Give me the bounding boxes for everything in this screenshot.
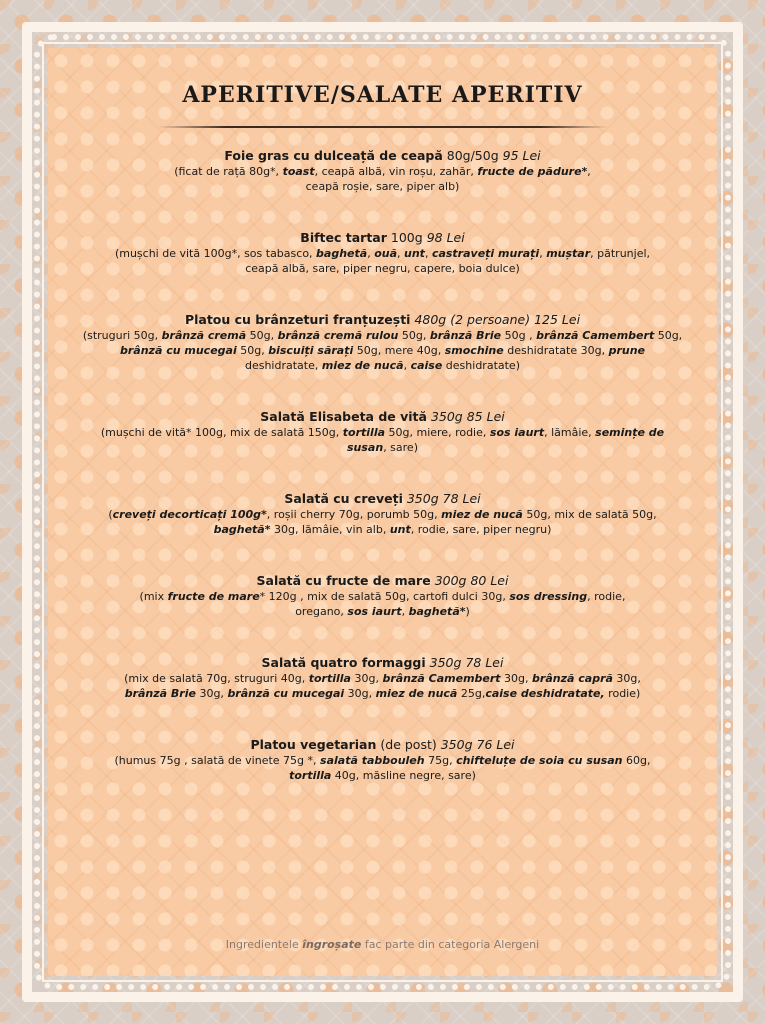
ingredient-text: 30g, [195,687,228,700]
menu-item-description [103,246,663,276]
menu-item-description [88,507,678,537]
ingredient-text: 50g, miere, rodie, [385,426,490,439]
menu-item-description [103,753,663,783]
allergen-ingredient: salată tabbouleh [320,754,425,767]
menu-item-price: 76 Lei [476,737,515,752]
allergen-note [48,938,717,951]
ingredient-text: 50g, [654,329,683,342]
allergen-ingredient: brânză Camembert [536,329,655,342]
menu-item-description [98,425,668,455]
ingredient-text: * 120g , mix de salată 50g, cartofi dulci 30g, [259,590,510,603]
ingredient-text: , [397,247,405,260]
allergen-ingredient: toast [282,165,315,178]
menu-item-price: 80 Lei [470,573,509,588]
ingredient-text: , [401,605,409,618]
allergen-ingredient: miez de nucă [321,359,404,372]
ingredient-text: , ceapă roșie, sare, piper alb) [305,165,591,193]
allergen-ingredient: brânză cu mucegai [120,344,237,357]
ingredient-text: deshidratate, [244,359,322,372]
allergen-ingredient: tortilla [308,672,351,685]
ingredient-text: , roșii cherry 70g, porumb 50g, [266,508,442,521]
allergen-ingredient: baghetă* [213,523,271,536]
menu-items-list [74,148,691,783]
menu-item-description [83,328,683,373]
allergen-ingredient: creveți decorticați 100g* [112,508,267,521]
menu-item-price: 78 Lei [465,655,504,670]
allergen-ingredient: miez de nucă [441,508,523,521]
ingredient-text: 60g, [622,754,651,767]
menu-item-weight: 100g [390,230,423,245]
ingredient-text: (ficat de rață 80g*, [174,165,283,178]
ingredient-text: , pătrunjel, ceapă albă, sare, piper negru, capere, boia dulce) [245,247,651,275]
ingredient-text: rodie) [604,687,641,700]
allergen-ingredient: unt [404,247,425,260]
allergen-ingredient: caise deshidratate, [485,687,605,700]
menu-item [98,409,668,455]
ingredient-text: (humus 75g , salată de vinete 75g *, [114,754,321,767]
allergen-ingredient: biscuiți sărați [268,344,354,357]
menu-item-name-suffix: (de post) [380,737,437,752]
menu-item-name: Platou cu brânzeturi franțuzești [184,312,411,327]
menu-item-description [163,164,603,194]
ingredient-text: 75g, [424,754,457,767]
ingredient-text: (struguri 50g, [82,329,162,342]
menu-item-header [103,230,663,246]
allergen-ingredient: brânză Brie [124,687,196,700]
page-title: APERITIVE/SALATE APERITIV [182,82,583,108]
ingredient-text: , lămâie, [544,426,596,439]
allergen-ingredient: ouă [374,247,398,260]
ingredient-text: (mix [139,590,168,603]
menu-item-header [88,491,678,507]
ingredient-text: 25g, [457,687,486,700]
menu-item-price: 125 Lei [534,312,581,327]
ingredient-text: , sare) [383,441,418,454]
allergen-ingredient: prune [608,344,645,357]
allergen-ingredient: brânză Brie [429,329,502,342]
allergen-ingredient: castraveți murați [431,247,540,260]
ingredient-text: deshidratate) [442,359,520,372]
allergen-ingredient: tortilla [342,426,386,439]
ingredient-text: , [367,247,375,260]
menu-item-name: Foie gras cu dulceață de ceapă [224,148,443,163]
title-divider [158,126,608,128]
ingredient-text: 40g, măsline negre, sare) [331,769,476,782]
menu-item-weight: 350g [430,409,463,424]
ingredient-text: (mix de salată 70g, struguri 40g, [124,672,309,685]
ingredient-text: deshidratate 30g, [503,344,609,357]
ingredient-text: 30g, [500,672,533,685]
allergen-ingredient: brânză cremă [161,329,247,342]
allergen-ingredient: fructe de pădure* [477,165,588,178]
menu-item-header [123,573,643,589]
allergen-ingredient: caise [410,359,443,372]
ingredient-text: 50g, [398,329,430,342]
allergen-ingredient: brânză cremă rulou [277,329,399,342]
menu-item [88,491,678,537]
ingredient-text: (mușchi de vită* 100g, mix de salată 150g, [100,426,343,439]
ingredient-text: , ceapă albă, vin roșu, zahăr, [314,165,478,178]
allergen-note-before: Ingredientele [225,938,303,951]
menu-item-name: Salată cu creveți [284,491,403,506]
menu-item-price: 78 Lei [442,491,481,506]
allergen-ingredient: fructe de mare [167,590,260,603]
menu-item-weight: 80g/50g [446,148,499,163]
allergen-ingredient: brânză Camembert [382,672,501,685]
menu-item-header [163,148,603,164]
menu-item [103,230,663,276]
ingredient-text: 50g, mix de salată 50g, [522,508,657,521]
allergen-ingredient: baghetă* [408,605,466,618]
ingredient-text: , rodie, oregano, [295,590,626,618]
ingredient-text: 50g, [246,329,278,342]
ingredient-text: , [424,247,432,260]
allergen-ingredient: tortilla [289,769,332,782]
menu-item-name: Salată quatro formaggi [261,655,426,670]
allergen-ingredient: baghetă [316,247,368,260]
ingredient-text: 50g , [501,329,537,342]
menu-item-weight: 300g [434,573,467,588]
menu-panel [48,48,717,976]
menu-item-price: 95 Lei [502,148,541,163]
menu-item-weight: 480g (2 persoane) [414,312,531,327]
menu-item-price: 85 Lei [466,409,505,424]
menu-item-weight: 350g [440,737,473,752]
menu-item [123,573,643,619]
allergen-ingredient: semințe de susan [347,426,665,454]
ingredient-text: , rodie, sare, piper negru) [410,523,552,536]
allergen-ingredient: brânză cu mucegai [227,687,345,700]
menu-item-weight: 350g [429,655,462,670]
menu-item-name: Platou vegetarian [250,737,377,752]
ingredient-text: 30g, [344,687,376,700]
allergen-ingredient: unt [389,523,411,536]
ingredient-text: 50g, mere 40g, [353,344,445,357]
menu-item-header [98,409,668,425]
allergen-ingredient: chifteluțe de soia cu susan [456,754,623,767]
menu-item [163,148,603,194]
ingredient-text: ( [108,508,113,521]
allergen-note-bold: îngroșate [302,938,362,951]
allergen-ingredient: sos iaurt [489,426,545,439]
menu-item-header [83,312,683,328]
menu-item [83,312,683,373]
allergen-ingredient: brânză capră [532,672,613,685]
ingredient-text: , [403,359,411,372]
menu-item-name: Salată Elisabeta de vită [260,409,427,424]
ingredient-text: (mușchi de vită 100g*, sos tabasco, [114,247,317,260]
allergen-ingredient: muștar [546,247,591,260]
menu-item-price: 98 Lei [426,230,465,245]
menu-item [103,655,663,701]
ingredient-text: 30g, [350,672,383,685]
menu-item-header [103,655,663,671]
allergen-ingredient: smochine [444,344,504,357]
ingredient-text: , [539,247,547,260]
ingredient-text: 30g, lămâie, vin alb, [270,523,390,536]
menu-item-header [103,737,663,753]
menu-item [103,737,663,783]
menu-item-description [103,671,663,701]
menu-item-description [123,589,643,619]
allergen-ingredient: sos iaurt [347,605,402,618]
ingredient-text: ) [465,605,470,618]
allergen-note-after: fac parte din categoria Alergeni [361,938,540,951]
menu-item-weight: 350g [406,491,439,506]
allergen-ingredient: sos dressing [509,590,588,603]
ingredient-text: 50g, [236,344,269,357]
menu-item-name: Biftec tartar [300,230,387,245]
menu-item-name: Salată cu fructe de mare [256,573,431,588]
allergen-ingredient: miez de nucă [375,687,458,700]
ingredient-text: 30g, [612,672,641,685]
